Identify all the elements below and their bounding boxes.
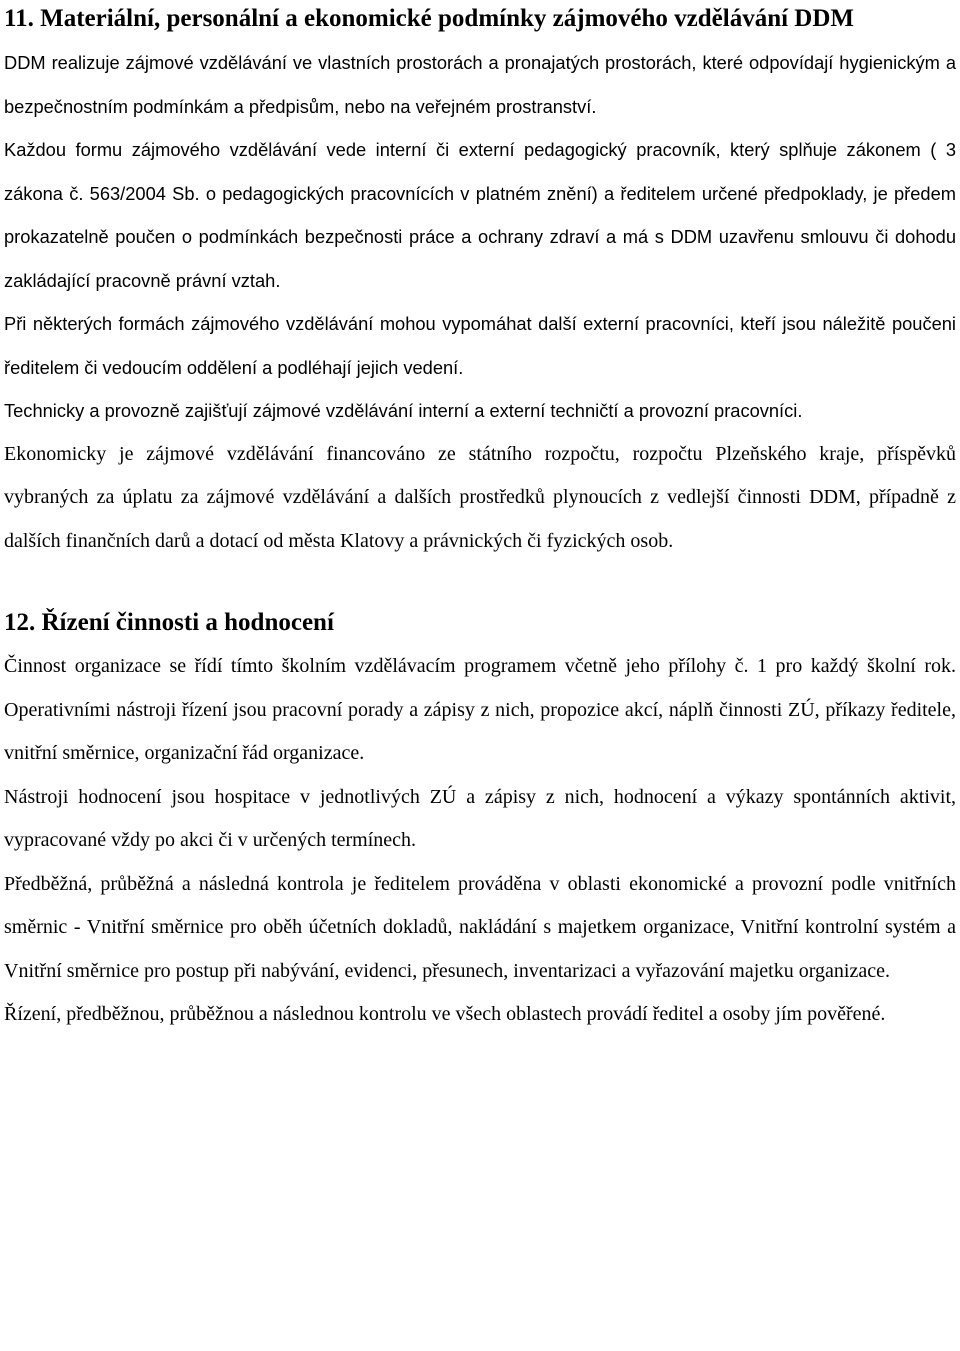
section-12-paragraph-1: Činnost organizace se řídí tímto školním vzdělávacím programem včetně jeho přílohy č. 1 pro každý školní rok. Operativními nástroji řízení jsou pracovní porady a zápisy z nich, propozice akcí, náplň činnosti ZÚ, příkazy ředitele, vnitřní směrnice, organizační řád organizace.	[4, 655, 956, 764]
section-12-paragraph-3: Předběžná, průběžná a následná kontrola je ředitelem prováděna v oblasti ekonomické a provozní podle vnitřních směrnic - Vnitřní směrnice pro oběh účetních dokladů, nakládání s majetkem organizace, Vnitřní kontrolní systém a Vnitřní směrnice pro postup při nabývání, evidenci, přesunech, inventarizaci a vyřazování majetku organizace.	[4, 872, 956, 982]
section-11-paragraph-5: Ekonomicky je zájmové vzdělávání financováno ze státního rozpočtu, rozpočtu Plzeňského kraje, příspěvků vybraných za úplatu za zájmové vzdělávání a dalších prostředků plynoucích z vedlejší činnosti DDM, případně z dalších finančních darů a dotací od města Klatovy a právnických či fyzických osob.	[4, 442, 956, 552]
document-page	[4, 0, 956, 1037]
section-12-heading: 12. Řízení činnosti a hodnocení	[4, 609, 334, 636]
section-12-paragraph-4: Řízení, předběžnou, průběžnou a následnou kontrolu ve všech oblastech provádí ředitel a osoby jím pověřené.	[4, 1003, 886, 1025]
section-11-heading: 11. Materiální, personální a ekonomické podmínky zájmového vzdělávání DDM	[4, 5, 854, 32]
section-11-paragraph-1: DDM realizuje zájmové vzdělávání ve vlastních prostorách a pronajatých prostorách, které odpovídají hygienickým a bezpečnostním podmínkám a předpisům, nebo na veřejném prostranství.	[4, 52, 956, 117]
section-12-paragraph-2: Nástroji hodnocení jsou hospitace v jednotlivých ZÚ a zápisy z nich, hodnocení a výkazy spontánních aktivit, vypracované vždy po akci či v určených termínech.	[4, 785, 956, 851]
section-11-paragraph-4: Technicky a provozně zajišťují zájmové vzdělávání interní a externí techničtí a provozní pracovníci.	[4, 400, 803, 421]
section-11-paragraph-2: Každou formu zájmového vzdělávání vede interní či externí pedagogický pracovník, který splňuje zákonem ( 3 zákona č. 563/2004 Sb. o pedagogických pracovnících v platném znění) a ředitelem určené předpoklady, je předem prokazatelně poučen o podmínkách bezpečnosti práce a ochrany zdraví a má s DDM uzavřenu smlouvu či dohodu zakládající pracovně právní vztah.	[4, 139, 956, 291]
section-11-paragraph-3: Při některých formách zájmového vzdělávání mohou vypomáhat další externí pracovníci, kteří jsou náležitě poučeni ředitelem či vedoucím oddělení a podléhají jejich vedení.	[4, 313, 956, 378]
